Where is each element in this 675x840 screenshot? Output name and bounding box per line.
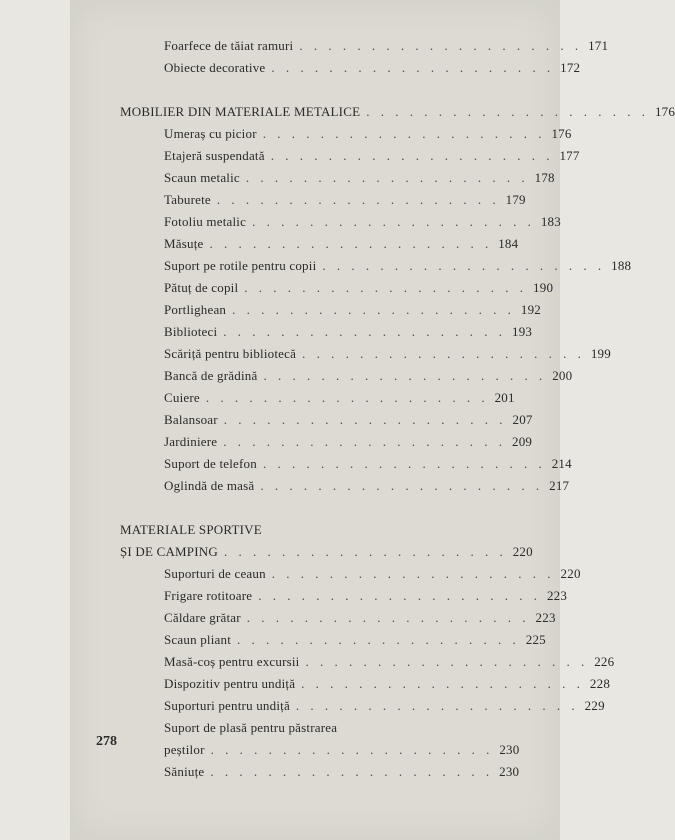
toc-entry-page: 229: [584, 698, 605, 713]
toc-entry-page: 223: [535, 610, 556, 625]
toc-entry-page: 171: [588, 38, 609, 53]
toc-entry: [120, 236, 519, 258]
toc-section-heading: [120, 104, 675, 126]
toc-entry-label: Balansoar: [164, 412, 218, 427]
dot-leader: . . . . . . . . . . . . . . . . . . . .: [305, 654, 589, 669]
toc-entry-label: ȘI DE CAMPING: [120, 544, 218, 559]
dot-leader: . . . . . . . . . . . . . . . . . . . .: [209, 236, 493, 251]
toc-entry-label: Suporturi de ceaun: [164, 566, 266, 581]
toc-entry-page: 201: [494, 390, 515, 405]
page-number: 278: [96, 734, 117, 749]
section-gap: [120, 500, 460, 522]
toc-entry: [120, 698, 605, 720]
dot-leader: . . . . . . . . . . . . . . . . . . . .: [258, 588, 541, 603]
toc-entry: [120, 258, 632, 280]
toc-entry-label: Portlighean: [164, 302, 227, 317]
toc-entry-page: 228: [589, 676, 611, 691]
toc-entry-page: 207: [512, 412, 533, 427]
toc-entry-label: peștilor: [164, 742, 205, 757]
toc-entry-page: 192: [520, 302, 541, 317]
toc-entry-page: 220: [560, 566, 581, 581]
toc-entry-page: 179: [505, 192, 526, 207]
toc-entry-label: Săniuțe: [164, 764, 205, 779]
toc-entry: [120, 302, 541, 324]
toc-entry: [120, 720, 460, 742]
dot-leader: . . . . . . . . . . . . . . . . . . . .: [232, 302, 515, 317]
toc-entry-page: 176: [551, 126, 572, 141]
toc-entry: [120, 148, 580, 170]
toc-entry-page: 230: [499, 742, 520, 757]
toc-entry-page: 176: [654, 104, 675, 119]
toc-entry-page: 220: [512, 544, 533, 559]
dot-leader: . . . . . . . . . . . . . . . . . . . .: [295, 698, 579, 713]
toc-entry-page: 193: [512, 324, 533, 339]
toc-entry-page: 188: [611, 258, 632, 273]
toc-entry-page: 172: [560, 60, 581, 75]
dot-leader: . . . . . . . . . . . . . . . . . . . .: [252, 214, 535, 229]
toc-entry: [120, 368, 573, 390]
toc-entry: [120, 610, 556, 632]
toc-entry-page: 200: [552, 368, 573, 383]
dot-leader: . . . . . . . . . . . . . . . . . . . .: [366, 104, 649, 119]
dot-leader: . . . . . . . . . . . . . . . . . . . .: [210, 742, 494, 757]
toc-entry-label: Suport pe rotile pentru copii: [164, 258, 317, 273]
toc-entry-label: Scaun metalic: [164, 170, 240, 185]
toc-entry-page: 217: [549, 478, 570, 493]
toc-entry: [120, 324, 533, 346]
dot-leader: . . . . . . . . . . . . . . . . . . . .: [263, 368, 547, 383]
dot-leader: . . . . . . . . . . . . . . . . . . . .: [260, 478, 544, 493]
toc-entry-label: Etajeră suspendată: [164, 148, 265, 163]
dot-leader: . . . . . . . . . . . . . . . . . . . .: [262, 126, 546, 141]
toc-entry-label: Jardiniere: [164, 434, 218, 449]
toc-entry-page: 199: [590, 346, 611, 361]
toc-entry: [120, 412, 533, 434]
toc-entry-label: Suport de plasă pentru păstrarea: [164, 720, 338, 735]
toc-entry-label: Căldare grătar: [164, 610, 241, 625]
toc-entry: [120, 126, 572, 148]
toc-entry: [120, 170, 555, 192]
toc-entry: [120, 676, 611, 698]
toc-entry-label: Taburete: [164, 192, 211, 207]
dot-leader: . . . . . . . . . . . . . . . . . . . .: [301, 676, 584, 691]
toc-entry-page: 225: [525, 632, 546, 647]
toc-entry-page: 223: [546, 588, 568, 603]
toc-entry: [120, 38, 609, 60]
toc-entry-page: 178: [534, 170, 555, 185]
toc-entry-label: Obiecte decorative: [164, 60, 266, 75]
table-of-contents: [120, 38, 675, 786]
toc-entry-label: Fotoliu metalic: [164, 214, 247, 229]
toc-entry: [120, 654, 615, 676]
toc-entry-label: Masă-coș pentru excursii: [164, 654, 300, 669]
toc-entry-page: 209: [512, 434, 533, 449]
dot-leader: . . . . . . . . . . . . . . . . . . . .: [245, 170, 529, 185]
toc-section-heading: [120, 522, 460, 544]
toc-entry-label: Scăriță pentru bibliotecă: [164, 346, 297, 361]
toc-entry: [120, 478, 570, 500]
toc-entry-label: MATERIALE SPORTIVE: [120, 522, 262, 537]
toc-entry: [120, 192, 526, 214]
dot-leader: . . . . . . . . . . . . . . . . . . . .: [244, 280, 528, 295]
toc-entry-page: 190: [533, 280, 554, 295]
dot-leader: . . . . . . . . . . . . . . . . . . . .: [271, 60, 555, 75]
dot-leader: . . . . . . . . . . . . . . . . . . . .: [246, 610, 530, 625]
dot-leader: . . . . . . . . . . . . . . . . . . . .: [223, 544, 507, 559]
toc-entry: [120, 588, 568, 610]
toc-section-heading: [120, 544, 533, 566]
toc-entry-label: Pătuț de copil: [164, 280, 239, 295]
dot-leader: . . . . . . . . . . . . . . . . . . . .: [223, 412, 507, 427]
toc-entry-page: 177: [559, 148, 580, 163]
toc-entry-label: Oglindă de masă: [164, 478, 255, 493]
toc-entry-page: 184: [498, 236, 519, 251]
dot-leader: . . . . . . . . . . . . . . . . . . . .: [223, 434, 507, 449]
dot-leader: . . . . . . . . . . . . . . . . . . . .: [237, 632, 520, 647]
dot-leader: . . . . . . . . . . . . . . . . . . . .: [262, 456, 546, 471]
dot-leader: . . . . . . . . . . . . . . . . . . . .: [223, 324, 507, 339]
toc-entry: [120, 566, 581, 588]
toc-entry-label: Umeraș cu picior: [164, 126, 257, 141]
toc-entry-label: Măsuțe: [164, 236, 204, 251]
dot-leader: . . . . . . . . . . . . . . . . . . . .: [205, 390, 489, 405]
toc-entry-label: MOBILIER DIN MATERIALE METALICE: [120, 104, 361, 119]
toc-entry: [120, 60, 581, 82]
toc-entry: [120, 280, 554, 302]
toc-entry-page: 183: [540, 214, 561, 229]
toc-entry: [120, 632, 546, 654]
dot-leader: . . . . . . . . . . . . . . . . . . . .: [299, 38, 583, 53]
toc-entry-label: Scaun pliant: [164, 632, 232, 647]
toc-entry: [120, 742, 520, 764]
section-gap: [120, 82, 460, 104]
toc-entry-page: 214: [551, 456, 572, 471]
dot-leader: . . . . . . . . . . . . . . . . . . . .: [216, 192, 500, 207]
toc-entry-label: Suporturi pentru undiță: [164, 698, 290, 713]
toc-entry: [120, 390, 515, 412]
toc-entry-label: Frigare rotitoare: [164, 588, 253, 603]
dot-leader: . . . . . . . . . . . . . . . . . . . .: [210, 764, 494, 779]
toc-entry-label: Biblioteci: [164, 324, 218, 339]
dot-leader: . . . . . . . . . . . . . . . . . . . .: [270, 148, 554, 163]
toc-entry-label: Bancă de grădină: [164, 368, 258, 383]
toc-entry-page: 230: [499, 764, 520, 779]
toc-entry: [120, 214, 561, 236]
toc-entry: [120, 346, 611, 368]
toc-entry-label: Cuiere: [164, 390, 200, 405]
toc-entry-page: 226: [594, 654, 615, 669]
toc-entry: [120, 434, 533, 456]
dot-leader: . . . . . . . . . . . . . . . . . . . .: [302, 346, 585, 361]
toc-entry-label: Suport de telefon: [164, 456, 257, 471]
dot-leader: . . . . . . . . . . . . . . . . . . . .: [322, 258, 606, 273]
dot-leader: . . . . . . . . . . . . . . . . . . . .: [271, 566, 555, 581]
toc-entry: [120, 764, 520, 786]
toc-entry-label: Foarfece de tăiat ramuri: [164, 38, 294, 53]
toc-entry: [120, 456, 572, 478]
toc-entry-label: Dispozitiv pentru undiță: [164, 676, 296, 691]
